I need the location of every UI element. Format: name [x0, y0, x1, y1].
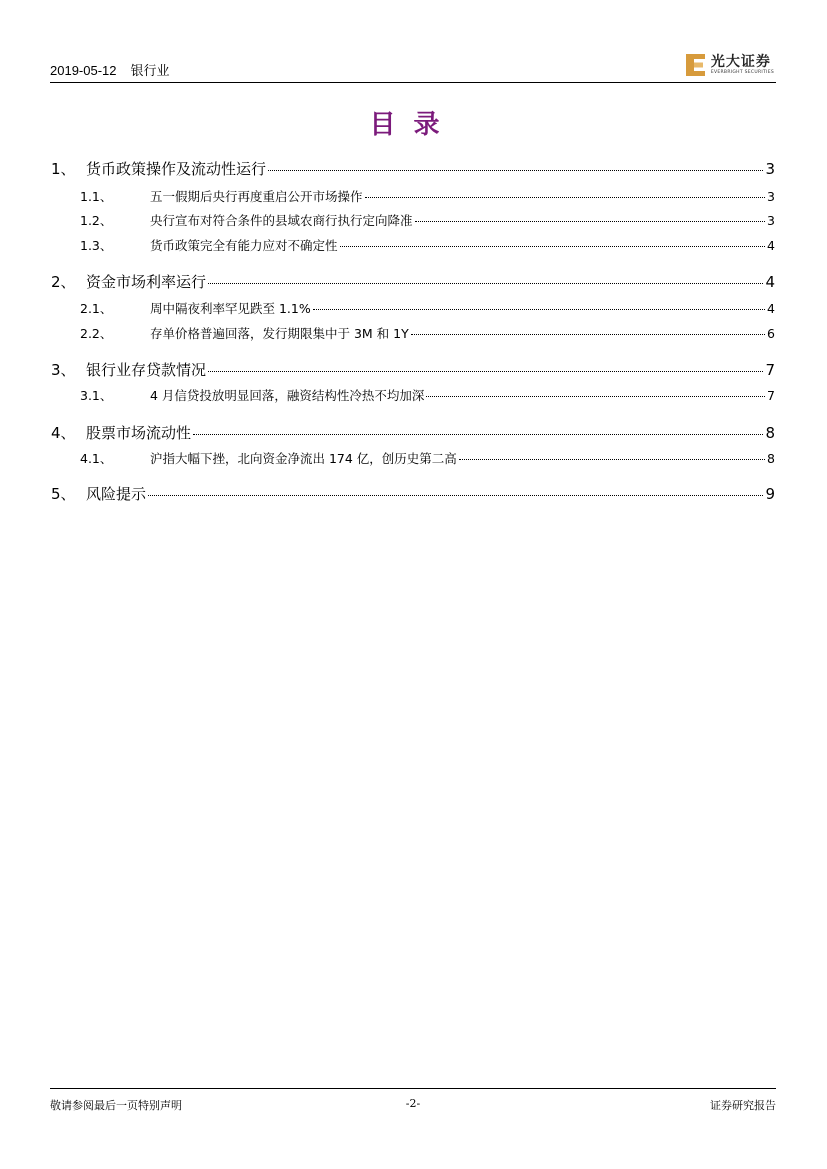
toc-leader-dots [459, 459, 765, 460]
toc-entry-page: 3 [767, 189, 775, 204]
toc-entry-number: 4、 [51, 424, 76, 442]
toc-leader-dots [208, 371, 763, 372]
toc-entry-title: 沪指大幅下挫，北向资金净流出 174 亿，创历史第二高 [150, 451, 457, 466]
report-sector: 银行业 [130, 63, 170, 78]
toc-leader-dots [193, 434, 763, 435]
everbright-logo-icon [685, 53, 707, 77]
toc-entry-page: 4 [765, 273, 775, 291]
toc-leader-dots [148, 495, 763, 496]
toc-entry-title: 货币政策操作及流动性运行 [86, 160, 267, 178]
toc-entry[interactable] [51, 422, 775, 443]
toc-entry-number: 2、 [51, 273, 76, 291]
toc-entry-title: 银行业存贷款情况 [86, 361, 207, 379]
toc-entry-page: 6 [767, 326, 775, 341]
toc-entry-page: 4 [767, 301, 775, 316]
toc-title: 目录 [369, 110, 458, 140]
logo-english-name: EVERBRIGHT SECURITIES [710, 69, 774, 75]
toc-leader-dots [340, 246, 766, 247]
toc-entry-title: 央行宣布对符合条件的县域农商行执行定向降准 [150, 213, 413, 228]
header-meta [50, 60, 170, 79]
page-header [50, 52, 776, 83]
toc-entry-number: 1.3、 [80, 238, 113, 253]
toc-leader-dots [208, 283, 763, 284]
toc-entry[interactable] [51, 299, 775, 317]
toc-entry-number: 1、 [51, 160, 76, 178]
toc-entry[interactable] [51, 271, 775, 292]
toc-entry[interactable] [51, 211, 775, 229]
toc-entry-number: 3.1、 [80, 388, 113, 403]
toc-entry-title: 货币政策完全有能力应对不确定性 [150, 238, 338, 253]
toc-entry-number: 1.2、 [80, 213, 113, 228]
toc-entry[interactable] [51, 236, 775, 254]
toc-leader-dots [365, 197, 766, 198]
toc-entry-page: 8 [767, 451, 775, 466]
toc-entry-number: 2.1、 [80, 301, 113, 316]
toc-entry-title: 周中隔夜利率罕见跌至 1.1% [150, 301, 311, 316]
toc-entry-number: 3、 [51, 361, 76, 379]
report-date: 2019-05-12 [50, 63, 117, 78]
toc-entry-page: 8 [765, 424, 775, 442]
toc-entry[interactable] [51, 449, 775, 467]
toc-leader-dots [415, 221, 766, 222]
toc-entry-page: 3 [765, 160, 775, 178]
toc-entry-number: 5、 [51, 485, 76, 503]
toc-entry-title: 存单价格普遍回落，发行期限集中于 3M 和 1Y [150, 326, 409, 341]
toc-entry-title: 资金市场利率运行 [86, 273, 207, 291]
toc-leader-dots [426, 396, 765, 397]
toc-entry-title: 股票市场流动性 [86, 424, 192, 442]
logo-chinese-name: 光大证券 [710, 53, 771, 70]
toc-leader-dots [313, 309, 765, 310]
toc-entry-number: 2.2、 [80, 326, 113, 341]
toc-entry[interactable] [51, 483, 775, 504]
toc-entry-number: 1.1、 [80, 189, 113, 204]
report-type: 证券研究报告 [710, 1099, 776, 1112]
toc-entry-page: 4 [767, 238, 775, 253]
toc-entry-title: 4 月信贷投放明显回落，融资结构性冷热不均加深 [150, 388, 425, 403]
everbright-logo [685, 52, 774, 78]
page-number: -2- [405, 1097, 421, 1110]
toc-entry[interactable] [51, 359, 775, 380]
toc-entry[interactable] [51, 324, 775, 342]
page-footer [50, 1088, 776, 1115]
toc-entry-page: 9 [765, 485, 775, 503]
toc-entry[interactable] [51, 158, 775, 179]
toc-entry-page: 3 [767, 213, 775, 228]
toc-leader-dots [268, 170, 763, 171]
toc-entry-title: 五一假期后央行再度重启公开市场操作 [150, 189, 363, 204]
toc-entry[interactable] [51, 187, 775, 205]
toc-entry[interactable] [51, 386, 775, 404]
toc-entry-page: 7 [767, 388, 775, 403]
toc-entry-number: 4.1、 [80, 451, 113, 466]
toc-entry-page: 7 [765, 361, 775, 379]
toc-leader-dots [411, 334, 765, 335]
toc-entry-title: 风险提示 [86, 485, 147, 503]
disclaimer-note: 敬请参阅最后一页特别声明 [50, 1099, 182, 1112]
